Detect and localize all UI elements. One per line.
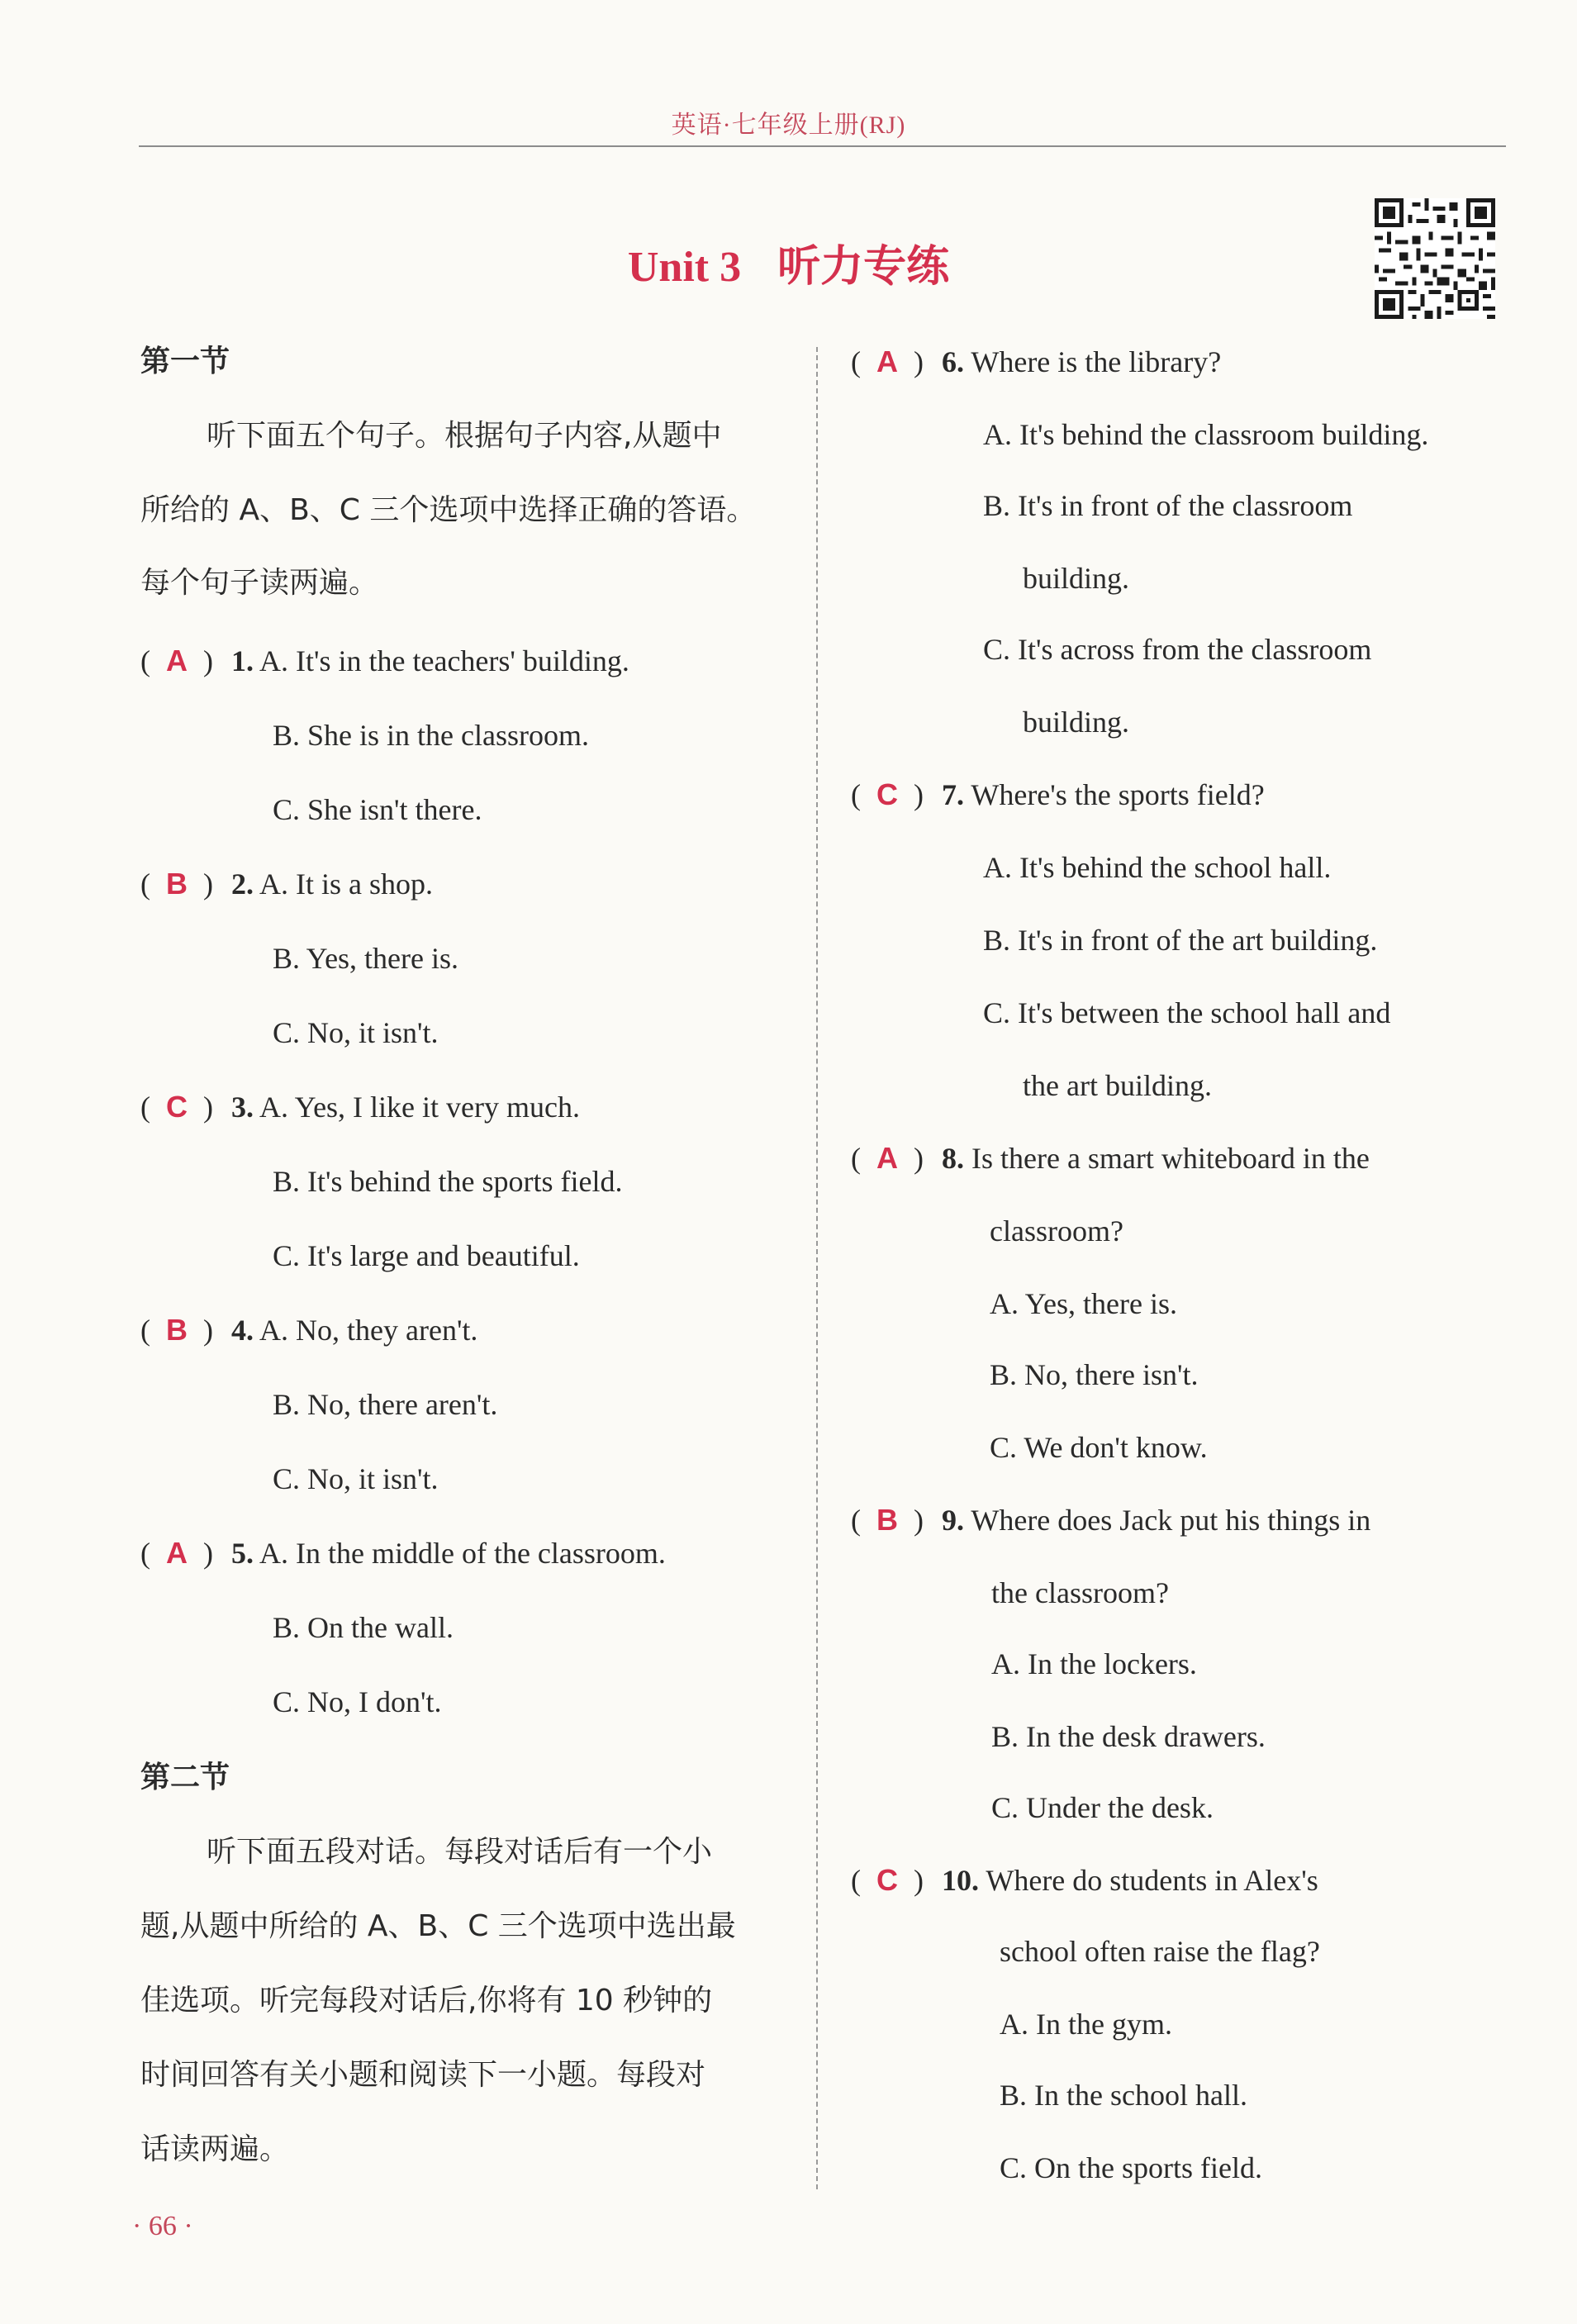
question-text: Where do students in Alex's — [986, 1864, 1318, 1897]
question-number: 7. — [942, 778, 964, 811]
option-c-continued: building. — [1023, 706, 1130, 739]
question-4 — [140, 1312, 477, 1348]
option-c: C. No, I don't. — [273, 1685, 442, 1718]
option-b: B. Yes, there is. — [273, 942, 459, 975]
answer-mark: C — [166, 1090, 188, 1124]
option-c-continued: the art building. — [1023, 1069, 1212, 1102]
option-c: C. She isn't there. — [273, 793, 482, 826]
qr-code-icon — [1375, 198, 1495, 319]
answer-bracket: ( B ) — [140, 867, 213, 901]
option-b: B. She is in the classroom. — [273, 719, 589, 752]
answer-bracket: ( A ) — [140, 1536, 213, 1570]
answer-bracket: ( B ) — [851, 1503, 924, 1537]
page-number: · 66 · — [132, 2211, 193, 2241]
question-number: 8. — [942, 1142, 964, 1175]
question-text: Is there a smart whiteboard in the — [971, 1142, 1370, 1175]
section-1-instruction-line: 所给的 A、B、C 三个选项中选择正确的答语。 — [140, 493, 757, 527]
question-number: 10. — [942, 1864, 979, 1897]
option-a: A. It's behind the classroom building. — [983, 418, 1429, 451]
option-a: A. In the gym. — [1000, 2008, 1172, 2041]
answer-bracket: ( B ) — [140, 1313, 213, 1347]
question-number: 5. — [231, 1537, 254, 1570]
answer-mark: A — [166, 644, 188, 677]
question-2 — [140, 866, 433, 902]
option-a: A. It is a shop. — [259, 867, 434, 901]
page-title — [0, 231, 1577, 293]
question-8 — [851, 1140, 1370, 1176]
question-text-continued: the classroom? — [991, 1576, 1169, 1609]
section-2-instruction-line: 话读两遍。 — [140, 2132, 290, 2166]
question-7 — [851, 777, 1265, 813]
answer-bracket: ( C ) — [140, 1090, 213, 1124]
option-b: B. It's in front of the classroom — [983, 489, 1353, 522]
running-header: 英语·七年级上册(RJ) — [671, 112, 906, 139]
option-c: C. It's between the school hall and — [983, 996, 1391, 1029]
question-text: Where's the sports field? — [971, 778, 1265, 811]
option-b-continued: building. — [1023, 562, 1130, 595]
option-c: C. On the sports field. — [1000, 2151, 1262, 2184]
question-text-continued: school often raise the flag? — [1000, 1935, 1320, 1968]
answer-bracket: ( A ) — [851, 345, 924, 378]
question-text-continued: classroom? — [990, 1214, 1123, 1248]
question-1 — [140, 643, 629, 679]
option-c: C. No, it isn't. — [273, 1016, 439, 1049]
question-number: 4. — [231, 1314, 254, 1347]
question-10 — [851, 1862, 1318, 1899]
answer-mark: A — [876, 1141, 898, 1175]
option-a: A. Yes, there is. — [990, 1287, 1178, 1320]
question-9 — [851, 1502, 1370, 1538]
answer-mark: B — [876, 1503, 898, 1537]
question-text: Where does Jack put his things in — [971, 1504, 1371, 1537]
option-b: B. It's in front of the art building. — [983, 924, 1378, 957]
answer-mark: C — [876, 777, 898, 811]
option-a: A. No, they aren't. — [259, 1314, 478, 1347]
option-a: A. It's behind the school hall. — [983, 851, 1332, 884]
section-2-instruction-line: 佳选项。听完每段对话后,你将有 10 秒钟的 — [140, 1984, 713, 2017]
answer-mark: C — [876, 1863, 898, 1897]
option-c: C. We don't know. — [990, 1431, 1208, 1464]
section-1-instruction-line: 每个句子读两遍。 — [140, 566, 379, 600]
section-1-heading: 第一节 — [140, 345, 230, 378]
option-c: C. Under the desk. — [991, 1791, 1214, 1824]
question-number: 2. — [231, 867, 254, 901]
question-5 — [140, 1535, 666, 1571]
option-c: C. No, it isn't. — [273, 1462, 439, 1495]
answer-bracket: ( A ) — [140, 644, 213, 677]
unit-subtitle: 听力专练 — [777, 244, 950, 291]
answer-bracket: ( C ) — [851, 777, 924, 811]
answer-bracket: ( A ) — [851, 1141, 924, 1175]
answer-mark: B — [166, 867, 188, 901]
option-b: B. No, there aren't. — [273, 1388, 498, 1421]
section-2-instruction-line: 时间回答有关小题和阅读下一小题。每段对 — [140, 2058, 706, 2092]
option-a: A. In the lockers. — [991, 1647, 1197, 1680]
question-number: 3. — [231, 1091, 254, 1124]
section-2-instruction-line: 题,从题中所给的 A、B、C 三个选项中选出最 — [140, 1909, 736, 1943]
header-rule — [139, 145, 1506, 147]
question-6 — [851, 344, 1221, 380]
unit-label: Unit 3 — [627, 244, 742, 291]
answer-mark: A — [166, 1536, 188, 1570]
section-2-heading: 第二节 — [140, 1761, 230, 1794]
question-number: 6. — [942, 345, 964, 378]
answer-mark: B — [166, 1313, 188, 1347]
column-divider — [816, 347, 818, 2189]
option-b: B. No, there isn't. — [990, 1358, 1199, 1391]
question-3 — [140, 1089, 580, 1125]
option-b: B. It's behind the sports field. — [273, 1165, 623, 1198]
option-a: A. In the middle of the classroom. — [259, 1537, 666, 1570]
section-1-instruction-line: 听下面五个句子。根据句子内容,从题中 — [207, 419, 722, 453]
option-b: B. On the wall. — [273, 1611, 454, 1644]
option-b: B. In the desk drawers. — [991, 1720, 1266, 1753]
option-c: C. It's large and beautiful. — [273, 1239, 580, 1272]
question-number: 9. — [942, 1504, 964, 1537]
section-2-instruction-line: 听下面五段对话。每段对话后有一个小 — [207, 1835, 713, 1869]
question-number: 1. — [231, 644, 254, 677]
question-text: Where is the library? — [971, 345, 1222, 378]
option-c: C. It's across from the classroom — [983, 633, 1372, 666]
answer-bracket: ( C ) — [851, 1863, 924, 1897]
option-b: B. In the school hall. — [1000, 2079, 1247, 2112]
option-a: A. It's in the teachers' building. — [259, 644, 629, 677]
option-a: A. Yes, I like it very much. — [259, 1091, 580, 1124]
answer-mark: A — [876, 345, 898, 378]
